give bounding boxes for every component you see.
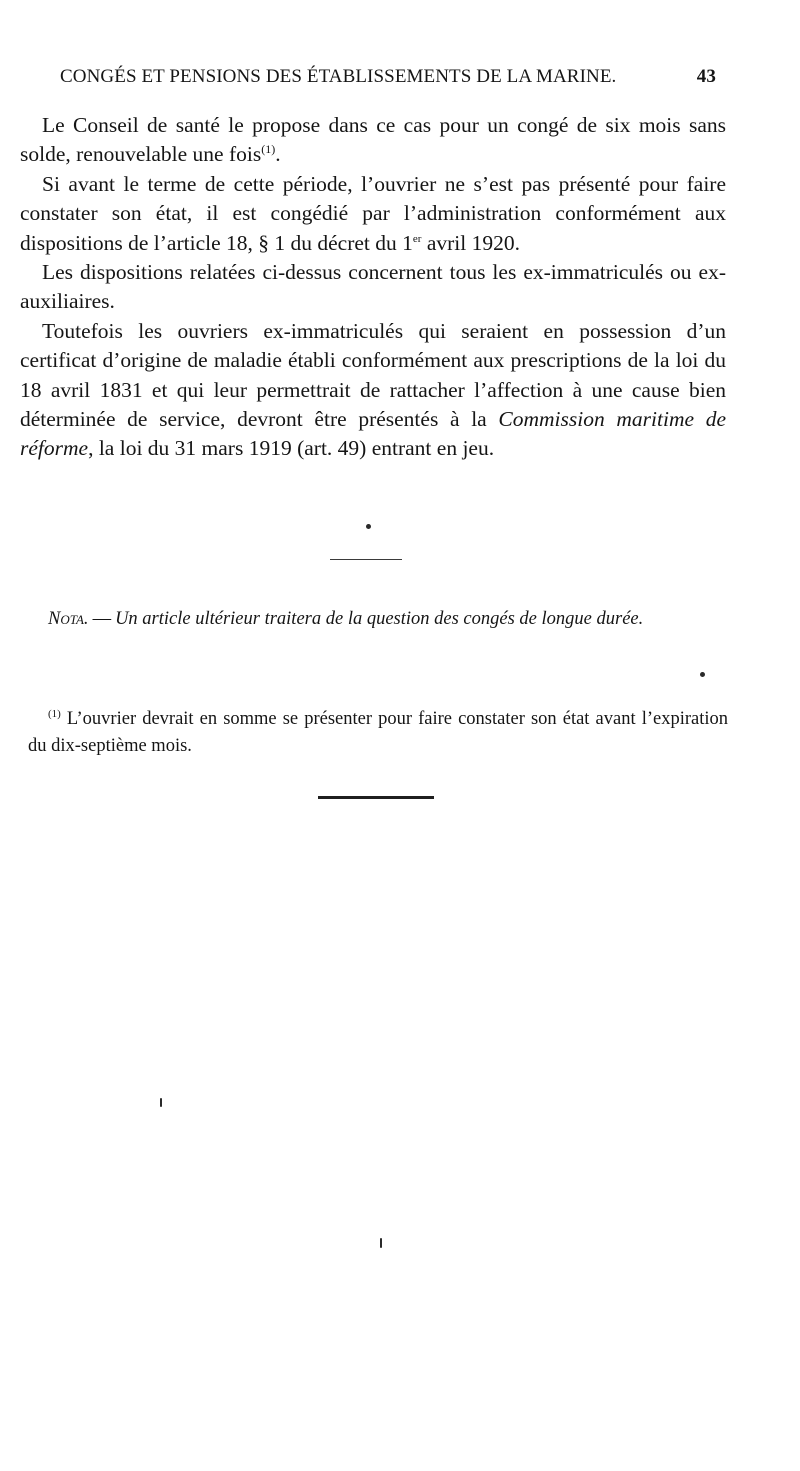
ordinal-suffix: er (412, 232, 422, 245)
section-divider (330, 559, 402, 560)
paragraph-2-text: Si avant le terme de cette période, l’ouvrier ne s’est pas présenté pour faire constater son état, il est congédié par l’administration conformément aux dispositions de l’article 18, § 1 du décret du 1 (20, 171, 726, 255)
ink-speck (160, 1098, 162, 1107)
nota-dash: — (92, 609, 112, 629)
paragraph-4-after: , la loi du 31 mars 1919 (art. 49) entrant en jeu. (88, 436, 495, 461)
footnote (28, 706, 728, 760)
ink-speck (380, 1238, 382, 1248)
body-text (20, 111, 726, 464)
paragraph-2-end: avril 1920. (421, 230, 520, 255)
running-head (60, 66, 716, 88)
paragraph-1-end: . (275, 142, 281, 167)
paragraph-4 (20, 317, 726, 464)
running-title: CONGÉS ET PENSIONS DES ÉTABLISSEMENTS DE LA MARINE. (60, 66, 617, 87)
footnote-marker: (1) (48, 708, 61, 720)
nota-label: Nota. (48, 609, 89, 629)
ink-speck (366, 524, 371, 529)
ink-speck (700, 672, 705, 677)
paragraph-1-text: Le Conseil de santé le propose dans ce cas pour un congé de six mois sans solde, renouvelable une fois (20, 113, 726, 167)
paragraph-2 (20, 170, 726, 258)
page-number: 43 (696, 66, 716, 87)
paragraph-1 (20, 111, 726, 170)
commission-name: Commission maritime de réforme (20, 407, 727, 461)
footnote-text: L’ouvrier devrait en somme se présenter pour faire constater son état avant l’expiration du dix-septième mois. (28, 709, 728, 756)
paragraph-3: Les dispositions relatées ci-dessus concernent tous les ex-immatriculés ou ex-auxiliaires. (20, 260, 726, 314)
paragraph-4-before: Toutefois les ouvriers ex-immatriculés qui seraient en possession d’un certificat d’origine de maladie établi conformément aux prescriptions de la loi du 18 avril 1831 et qui leur permettrait de rattacher l’affection à une cause bien déterminée de service, devront être présentés à la (20, 318, 726, 432)
nota-text: Un article ultérieur traitera de la question des congés de longue durée. (115, 609, 644, 629)
footnote-call: (1) (261, 142, 276, 157)
end-rule (318, 796, 434, 799)
nota-note (20, 606, 726, 632)
